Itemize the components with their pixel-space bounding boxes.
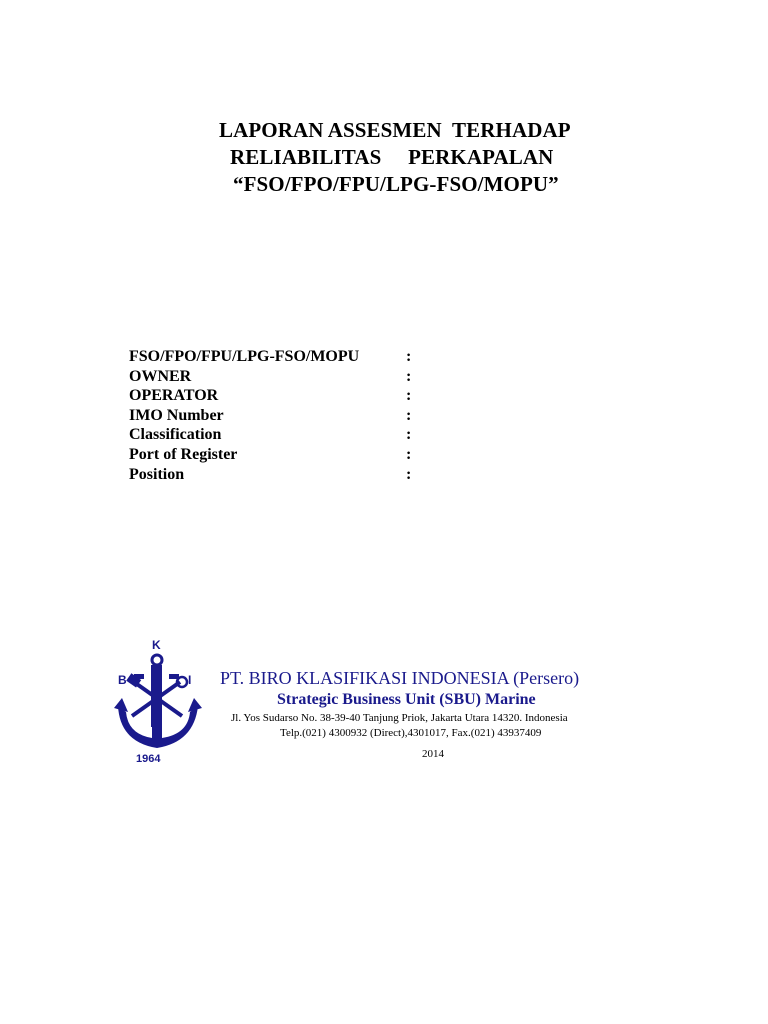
logo-letter-k: K [152, 638, 161, 652]
field-colon: : [406, 387, 412, 405]
field-colon: : [406, 426, 412, 444]
company-phone: Telp.(021) 4300932 (Direct),4301017, Fax.(021) 43937409 [280, 727, 542, 739]
field-row-imo-number [129, 407, 449, 427]
sbu-name: Strategic Business Unit (SBU) Marine [277, 691, 536, 708]
field-colon: : [406, 348, 412, 365]
field-row-classification [129, 426, 449, 446]
title-line-3: “FSO/FPO/FPU/LPG-FSO/MOPU” [233, 172, 559, 196]
vessel-info-fields [129, 348, 449, 485]
company-name: PT. BIRO KLASIFIKASI INDONESIA (Persero) [220, 668, 580, 688]
field-row-unit-type [129, 348, 449, 368]
field-row-port-of-register [129, 446, 449, 466]
field-label: FSO/FPO/FPU/LPG-FSO/MOPU [129, 348, 360, 365]
document-year: 2014 [422, 748, 444, 760]
field-row-position [129, 466, 449, 486]
company-address: Jl. Yos Sudarso No. 38-39-40 Tanjung Priok, Jakarta Utara 14320. Indonesia [231, 712, 568, 724]
field-row-owner [129, 368, 449, 388]
logo-year: 1964 [136, 753, 161, 765]
field-label: Port of Register [129, 445, 238, 463]
field-row-operator [129, 387, 449, 407]
field-label: OWNER [129, 367, 192, 385]
field-colon: : [406, 406, 412, 424]
logo-letter-b: B [118, 673, 127, 687]
field-label: OPERATOR [129, 387, 219, 405]
bki-anchor-logo [112, 636, 204, 766]
title-line-1: LAPORAN ASSESMEN TERHADAP [219, 118, 571, 142]
field-label: Classification [129, 426, 222, 444]
field-label: IMO Number [129, 406, 224, 424]
field-colon: : [406, 465, 412, 483]
title-line-2: RELIABILITAS PERKAPALAN [230, 145, 554, 169]
field-colon: : [406, 367, 412, 385]
logo-letter-i: I [188, 673, 192, 687]
field-label: Position [129, 465, 185, 483]
field-colon: : [406, 445, 412, 463]
anchor-logo-icon [112, 636, 204, 766]
